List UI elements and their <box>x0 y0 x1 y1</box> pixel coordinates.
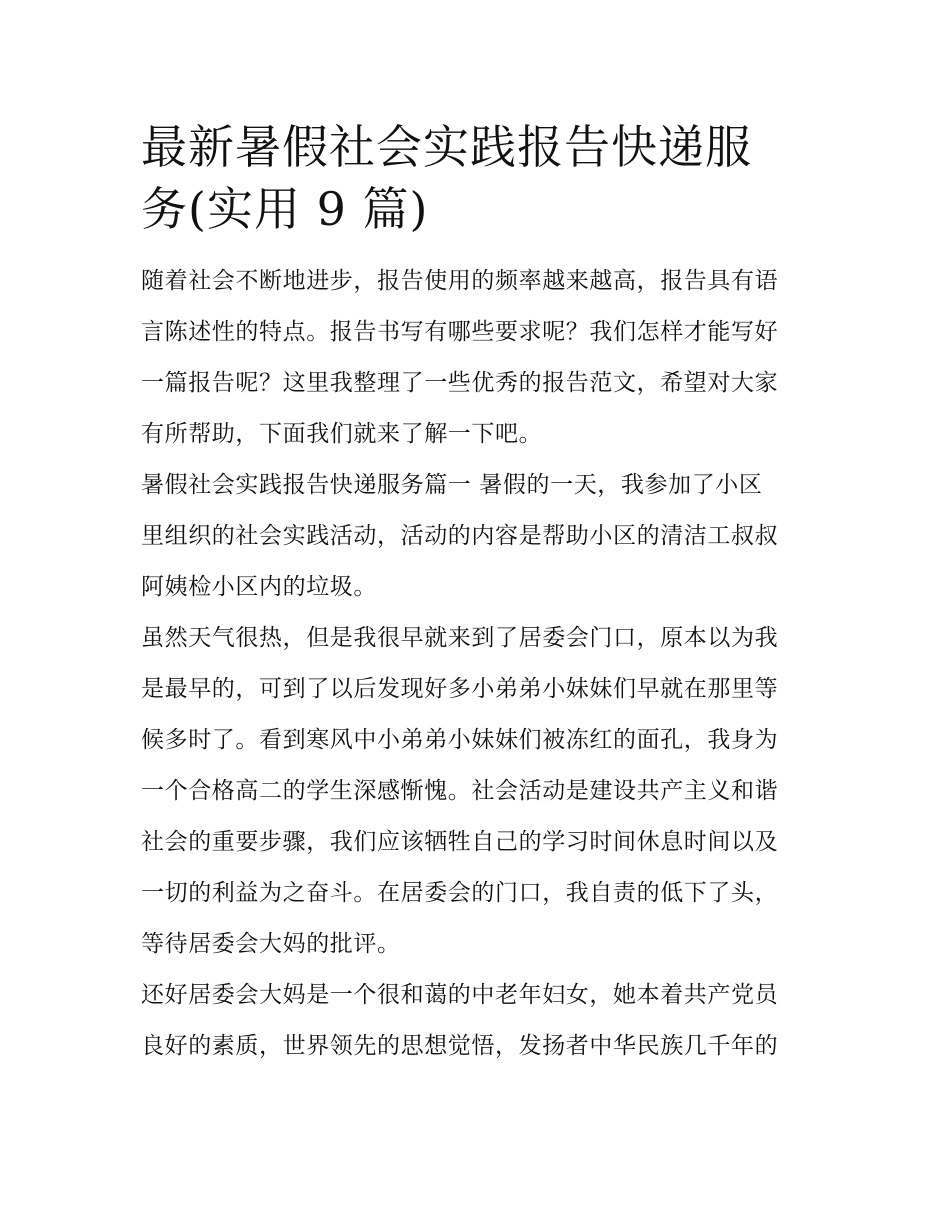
paragraph-part-one <box>141 460 813 613</box>
paragraph-neighborhood-lady <box>141 970 813 1072</box>
paragraph-morning <box>141 613 813 970</box>
text-line: 一切的利益为之奋斗。在居委会的门口，我自责的低下了头， <box>141 880 779 906</box>
title-line: 务(实用 9 篇) <box>141 182 429 236</box>
text-line: 一篇报告呢？这里我整理了一些优秀的报告范文，希望对大家 <box>141 370 779 396</box>
paragraph-intro <box>141 256 813 460</box>
text-line: 是最早的，可到了以后发现好多小弟弟小妹妹们早就在那里等 <box>141 676 779 702</box>
text-line: 一个合格高二的学生深感惭愧。社会活动是建设共产主义和谐 <box>141 778 779 804</box>
text-line: 等待居委会大妈的批评。 <box>141 931 401 957</box>
text-line: 言陈述性的特点。报告书写有哪些要求呢？我们怎样才能写好 <box>141 319 779 345</box>
text-line: 候多时了。看到寒风中小弟弟小妹妹们被冻红的面孔，我身为 <box>141 727 779 753</box>
document-title <box>141 116 813 240</box>
document-content <box>141 116 813 1072</box>
text-line: 里组织的社会实践活动，活动的内容是帮助小区的清洁工叔叔 <box>141 523 779 549</box>
title-line: 最新暑假社会实践报告快递服 <box>141 120 752 174</box>
text-line: 有所帮助，下面我们就来了解一下吧。 <box>141 421 543 447</box>
text-line: 良好的素质，世界领先的思想觉悟，发扬者中华民族几千年的 <box>141 1033 779 1059</box>
text-line: 随着社会不断地进步，报告使用的频率越来越高，报告具有语 <box>141 268 779 294</box>
text-line: 暑假社会实践报告快递服务篇一 暑假的一天，我参加了小区 <box>141 472 763 498</box>
text-line: 阿姨检小区内的垃圾。 <box>141 574 377 600</box>
text-line: 虽然天气很热，但是我很早就来到了居委会门口，原本以为我 <box>141 625 779 651</box>
text-line: 还好居委会大妈是一个很和蔼的中老年妇女，她本着共产党员 <box>141 982 779 1008</box>
text-line: 社会的重要步骤，我们应该牺牲自己的学习时间休息时间以及 <box>141 829 779 855</box>
